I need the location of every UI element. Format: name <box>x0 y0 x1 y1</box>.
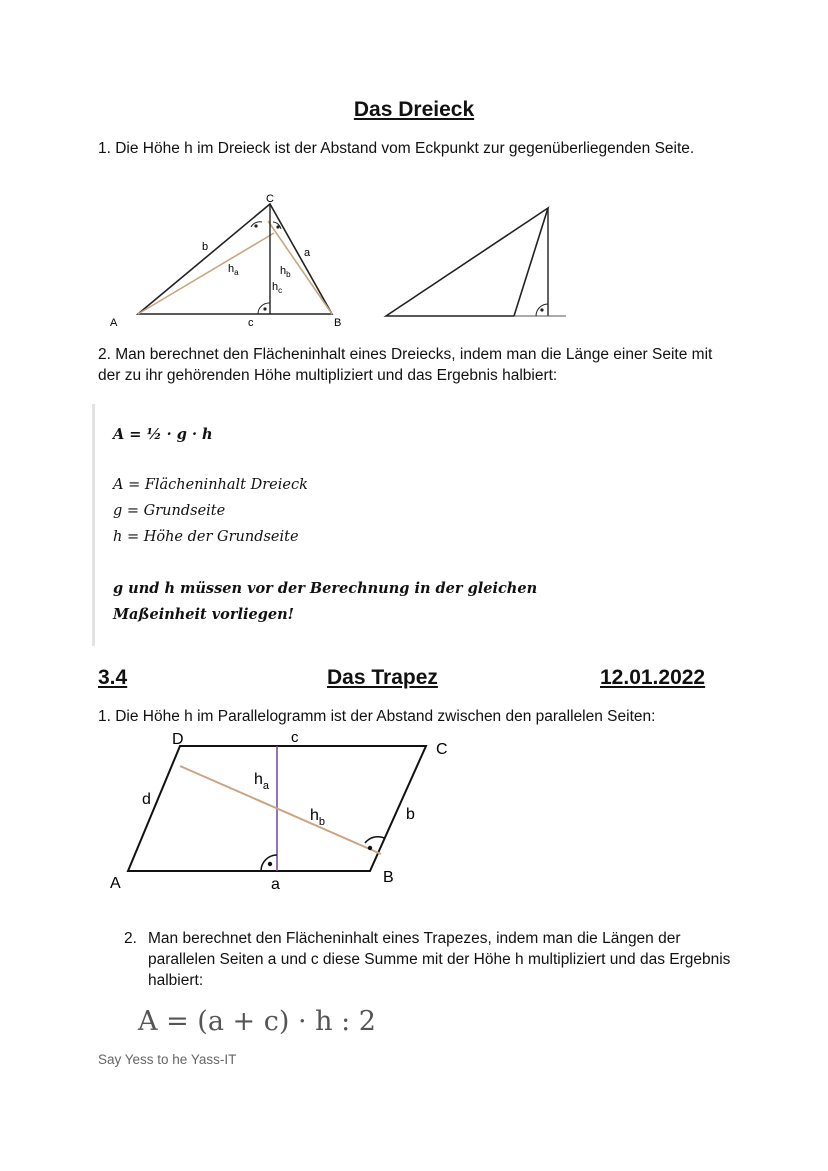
definition-base: g = Grundseite <box>113 503 226 519</box>
vertex-label-d: D <box>172 731 184 748</box>
definition-area: A = Flächeninhalt Dreieck <box>113 477 308 493</box>
side-label-a: a <box>271 876 280 893</box>
side-label-d: d <box>142 791 151 808</box>
vertex-label-c: C <box>436 741 448 758</box>
parallelogram-height-definition: 1. Die Höhe h im Parallelogramm ist der Abstand zwischen den parallelen Seiten: <box>98 708 656 725</box>
height-label-hb: $h_b$ <box>310 807 326 828</box>
height-label-hb: $h_b$ <box>280 265 291 279</box>
vertex-label-a: A <box>110 875 121 892</box>
triangle-area-formula: A = ½ · g · h <box>113 426 213 443</box>
right-angle-mark-b <box>365 837 384 843</box>
vertex-label-b: B <box>383 869 394 886</box>
parallelogram-diagram <box>100 726 460 896</box>
section-number: 3.4 <box>98 666 128 689</box>
vertex-label-a: A <box>110 317 118 329</box>
height-label-ha: $h_a$ <box>254 771 270 792</box>
height-label-ha: $h_a$ <box>228 263 239 277</box>
vertex-label-b: B <box>334 317 342 329</box>
page-title: Das Dreieck <box>353 98 475 121</box>
trapez-area-formula: A = (a + c) · h : 2 <box>138 1006 376 1037</box>
triangle-diagram <box>100 186 370 332</box>
unit-note-line2: Maßeinheit vorliegen! <box>113 606 295 623</box>
vertex-label-c: C <box>266 193 274 205</box>
unit-note-line1: g und h müssen vor der Berechnung in der gleichen <box>113 580 538 597</box>
side-label-c: c <box>291 729 299 746</box>
height-hb-line <box>180 766 381 854</box>
side-label-c: c <box>248 317 254 329</box>
trapez-area-text: Man berechnet den Flächeninhalt eines Trapezes, indem man die Längen der parallelen Seiten a und c diese Summe mit der Höhe h multipliziert und das Ergebnis halbiert: <box>148 930 731 989</box>
obtuse-triangle-outline <box>386 208 548 316</box>
trapez-area-item <box>124 928 734 991</box>
obtuse-triangle-diagram <box>380 204 570 322</box>
height-hb-line <box>268 221 332 314</box>
triangle-height-definition: 1. Die Höhe h im Dreieck ist der Abstand vom Eckpunkt zur gegenüberliegenden Seite. <box>98 140 695 157</box>
definition-height: h = Höhe der Grundseite <box>113 529 299 545</box>
list-number: 2. <box>124 930 137 947</box>
height-label-hc: $h_c$ <box>272 281 283 295</box>
footer-text: Say Yess to he Yass-IT <box>98 1052 237 1067</box>
side-label-b: b <box>202 241 209 253</box>
section-date: 12.01.2022 <box>600 666 706 689</box>
side-label-a: a <box>304 247 311 259</box>
triangle-area-text: 2. Man berechnet den Flächeninhalt eines Dreiecks, indem man die Länge einer Seite mit der zu ihr gehörenden Höhe multipliziert und das Ergebnis halbiert: <box>98 346 713 384</box>
section-heading: Das Trapez <box>327 666 438 689</box>
side-label-b: b <box>406 806 415 823</box>
